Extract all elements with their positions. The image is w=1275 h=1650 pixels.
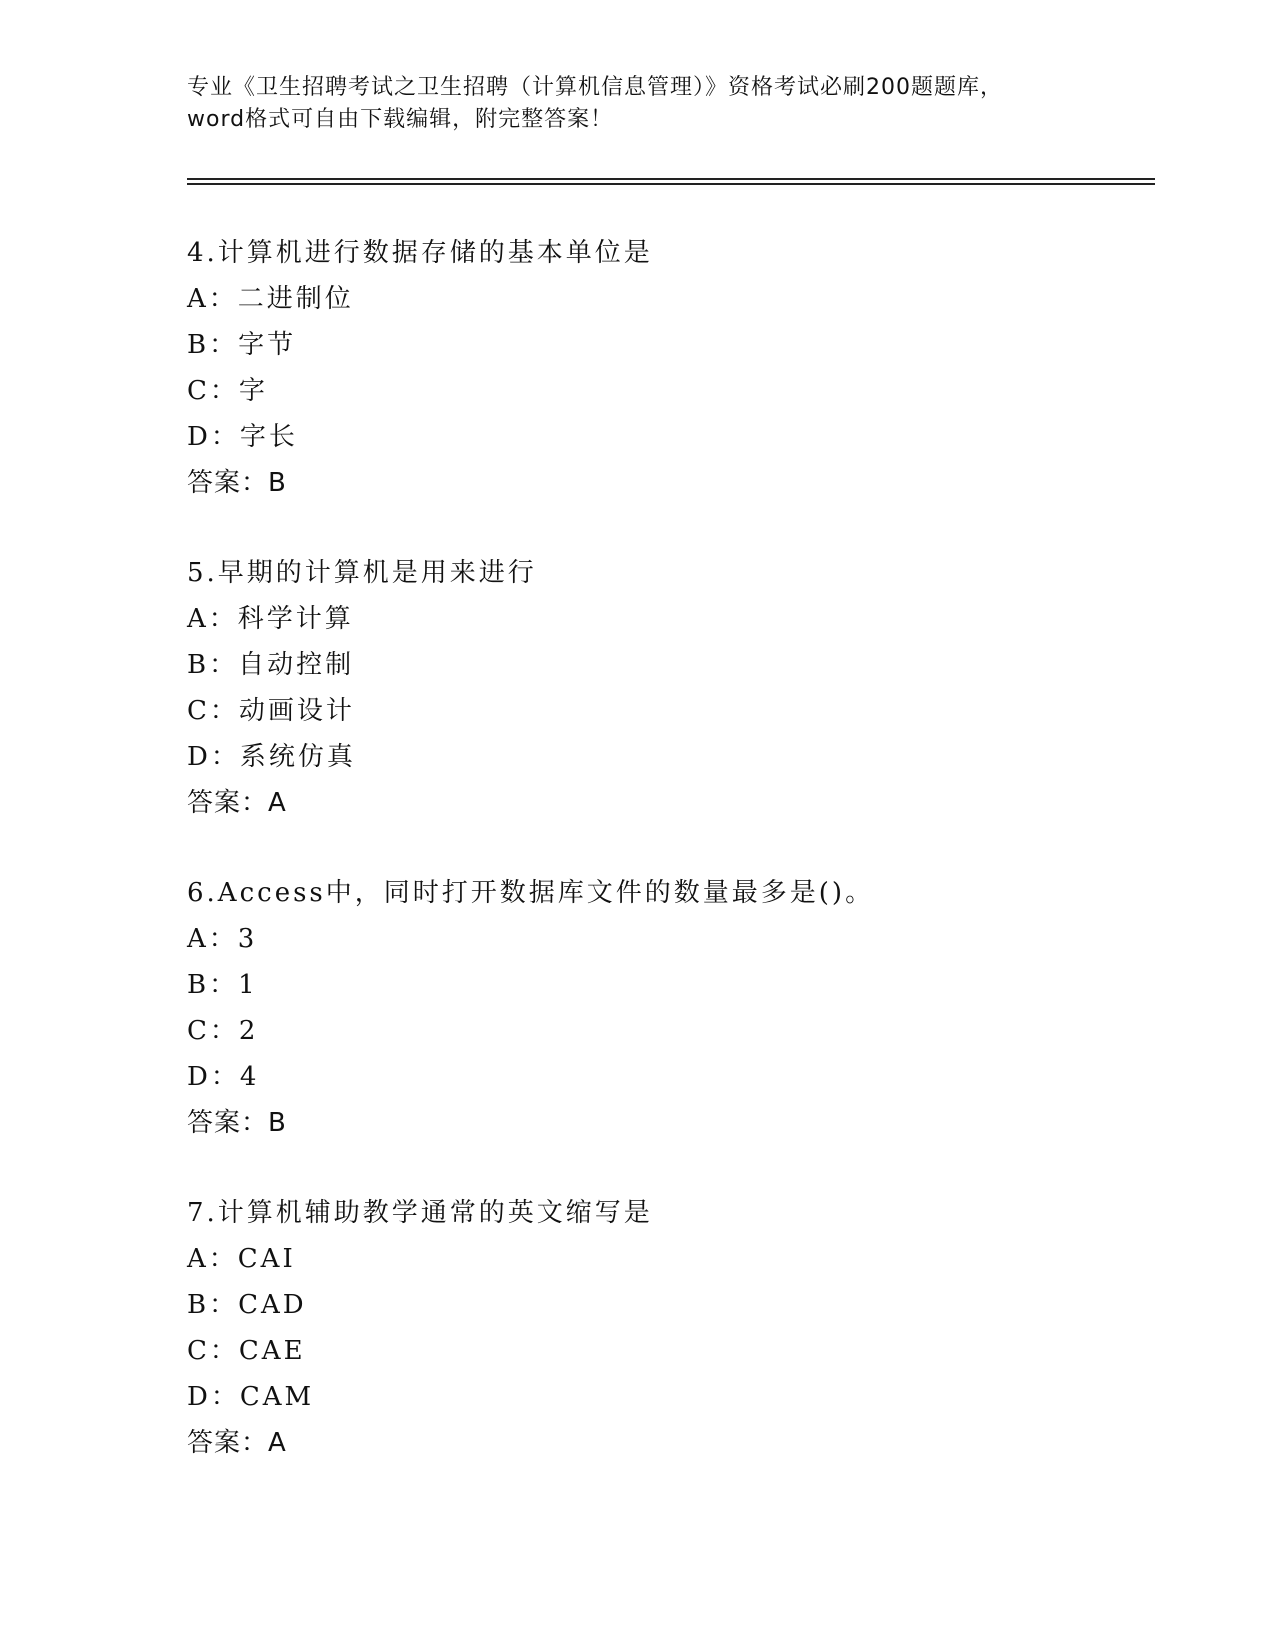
option-c: C：字 <box>187 376 268 406</box>
option-b: B：CAD <box>187 1290 307 1320</box>
question-title: 7.计算机辅助教学通常的英文缩写是 <box>187 1198 653 1228</box>
answer-line: 答案：A <box>187 788 287 818</box>
header-divider-bottom <box>187 183 1155 185</box>
question-title: 5.早期的计算机是用来进行 <box>187 558 537 588</box>
option-b: B：自动控制 <box>187 650 355 680</box>
option-d: D：4 <box>187 1062 260 1092</box>
answer-line: 答案：B <box>187 1108 287 1138</box>
option-a: A：CAI <box>187 1244 296 1274</box>
option-a: A：二进制位 <box>187 284 354 314</box>
option-b: B：字节 <box>187 330 297 360</box>
option-c: C：2 <box>187 1016 259 1046</box>
answer-line: 答案：A <box>187 1428 287 1458</box>
option-d: D：字长 <box>187 422 298 452</box>
option-a: A：3 <box>187 924 258 954</box>
option-c: C：动画设计 <box>187 696 355 726</box>
question-5 <box>187 550 1137 826</box>
option-b: B：1 <box>187 970 258 1000</box>
question-4 <box>187 230 1137 506</box>
answer-line: 答案：B <box>187 468 287 498</box>
question-title: 6.Access中，同时打开数据库文件的数量最多是()。 <box>187 878 875 908</box>
question-7 <box>187 1190 1137 1466</box>
option-a: A：科学计算 <box>187 604 354 634</box>
document-header <box>187 72 1087 136</box>
option-d: D：系统仿真 <box>187 742 356 772</box>
question-6 <box>187 870 1137 1146</box>
question-title: 4.计算机进行数据存储的基本单位是 <box>187 238 653 268</box>
option-d: D：CAM <box>187 1382 315 1412</box>
header-divider-top <box>187 178 1155 180</box>
option-c: C：CAE <box>187 1336 306 1366</box>
header-title-line-1: 专业《卫生招聘考试之卫生招聘（计算机信息管理）》资格考试必刷200题题库， <box>187 75 1003 100</box>
header-title-line-2: word格式可自由下载编辑，附完整答案！ <box>187 107 614 132</box>
